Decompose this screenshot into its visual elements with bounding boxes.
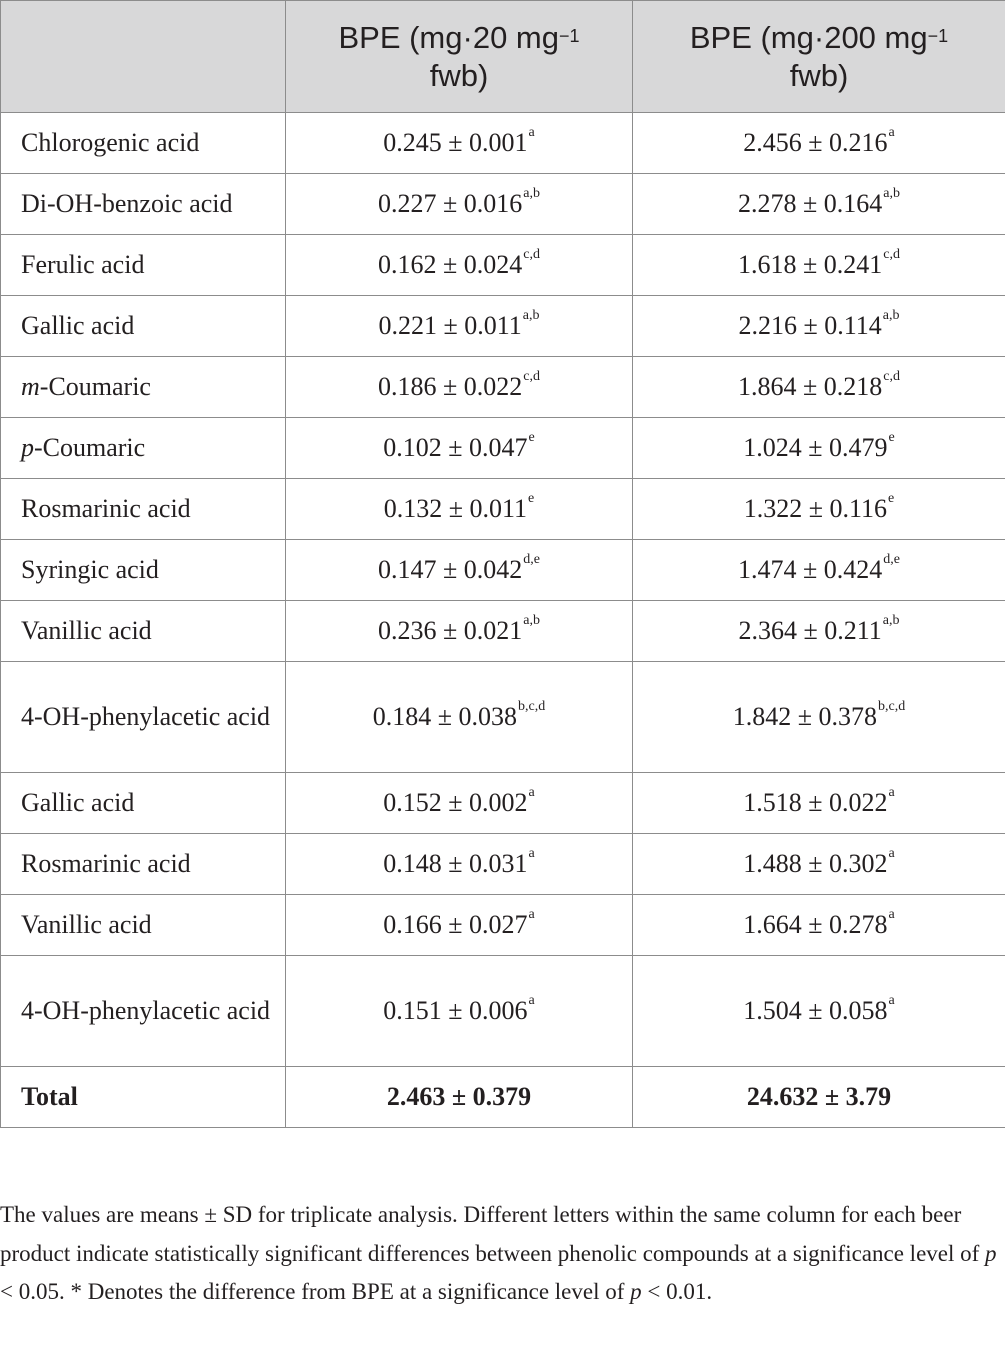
significance-letters: c,d (523, 369, 540, 384)
value-bpe-20: $0.147 \pm 0.042^{d,e}$ (286, 540, 633, 601)
significance-letters: e (528, 430, 535, 445)
value-bpe-20: 0.152 ± 0.002$^a$ (286, 773, 633, 834)
significance-letters: a,b (523, 613, 540, 628)
compound-name: 4-OH-phenylacetic acid (1, 662, 286, 773)
significance-letters: c,d (883, 247, 900, 262)
value-bpe-200: $1.842 \pm 0.378^{b,c,d}$ (633, 662, 1005, 773)
value-bpe-20: $0.221 \pm 0.011^{a,b}$ (286, 296, 633, 357)
significance-letters: a (528, 907, 535, 922)
value-bpe-200: 1.664 ± 0.278$^a$ (633, 895, 1005, 956)
table-row (1, 357, 1005, 418)
value-bpe-20: 0.166 ± 0.027$^a$ (286, 895, 633, 956)
value-bpe-200: 1.488 ± 0.302$^a$ (633, 834, 1005, 895)
value-bpe-200: 1.518 ± 0.022$^a$ (633, 773, 1005, 834)
header-bpe-20: BPE (mg·20 $mg^{-1}$ fwb) (286, 1, 633, 113)
table-row (1, 235, 1005, 296)
total-bpe-20: 2.463 ± 0.379 (286, 1067, 633, 1128)
value-bpe-20: 0.102 ± 0.047$^e$ (286, 418, 633, 479)
significance-letters: a (888, 125, 895, 140)
significance-letters: a,b (523, 186, 540, 201)
value-bpe-200: $1.864 \pm 0.218^{c,d}$ (633, 357, 1005, 418)
table-row (1, 113, 1005, 174)
header-bpe-200: BPE (mg·200 $mg^{-1}$ fwb) (633, 1, 1005, 113)
value-bpe-20: 0.148 ± 0.031$^a$ (286, 834, 633, 895)
value-bpe-200: $2.216 \pm 0.114^{a,b}$ (633, 296, 1005, 357)
compound-name: Vanillic acid (1, 895, 286, 956)
compound-name: Rosmarinic acid (1, 479, 286, 540)
value-bpe-20: 0.245 ± 0.001$^a$ (286, 113, 633, 174)
compound-name: p-Coumaric (1, 418, 286, 479)
compound-name: 4-OH-phenylacetic acid (1, 956, 286, 1067)
compound-name: Syringic acid (1, 540, 286, 601)
significance-letters: a (528, 993, 535, 1008)
significance-letters: a,b (883, 186, 900, 201)
table-row (1, 174, 1005, 235)
significance-letters: a (528, 846, 535, 861)
table-row (1, 773, 1005, 834)
table-row (1, 540, 1005, 601)
total-row (1, 1067, 1005, 1128)
table-body (1, 113, 1005, 1128)
significance-letters: a,b (882, 613, 900, 628)
significance-letters: a (888, 846, 895, 861)
total-label: Total (1, 1067, 286, 1128)
significance-letters: d,e (523, 552, 540, 567)
significance-letters: e (888, 491, 895, 506)
significance-letters: a (528, 125, 535, 140)
table-footnote: The values are means ± SD for triplicate analysis. Different letters within the same column for each beer product indicate statistically significant differences between phenolic compounds at a significance level of p < 0.05. * Denotes the difference from BPE at a significance level of p < 0.01. (0, 1202, 997, 1304)
value-bpe-20: $0.184 \pm 0.038^{b,c,d}$ (286, 662, 633, 773)
value-bpe-200: $2.364 \pm 0.211^{a,b}$ (633, 601, 1005, 662)
value-bpe-200: $1.474 \pm 0.424^{d,e}$ (633, 540, 1005, 601)
table-header-row (1, 1, 1005, 113)
value-bpe-200: $2.278 \pm 0.164^{a,b}$ (633, 174, 1005, 235)
value-bpe-200: 2.456 ± 0.216$^a$ (633, 113, 1005, 174)
significance-letters: a,b (882, 308, 900, 323)
compound-name: Di-OH-benzoic acid (1, 174, 286, 235)
significance-letters: a (528, 785, 535, 800)
value-bpe-200: 1.322 ± 0.116$^e$ (633, 479, 1005, 540)
compound-name: Chlorogenic acid (1, 113, 286, 174)
header-compound (1, 1, 286, 113)
table-row (1, 834, 1005, 895)
table-row (1, 418, 1005, 479)
significance-letters: c,d (883, 369, 900, 384)
significance-letters: a,b (522, 308, 540, 323)
table-row (1, 662, 1005, 773)
compound-name: Gallic acid (1, 773, 286, 834)
compound-name: Rosmarinic acid (1, 834, 286, 895)
value-bpe-200: $1.618 \pm 0.241^{c,d}$ (633, 235, 1005, 296)
value-bpe-20: 0.151 ± 0.006$^a$ (286, 956, 633, 1067)
table-row (1, 895, 1005, 956)
value-bpe-20: 0.132 ± 0.011$^e$ (286, 479, 633, 540)
significance-letters: b,c,d (518, 699, 546, 714)
significance-letters: e (528, 491, 535, 506)
compound-name: Ferulic acid (1, 235, 286, 296)
value-bpe-200: 1.024 ± 0.479$^e$ (633, 418, 1005, 479)
value-bpe-20: $0.236 \pm 0.021^{a,b}$ (286, 601, 633, 662)
table-row (1, 479, 1005, 540)
table-row (1, 296, 1005, 357)
value-bpe-20: $0.186 \pm 0.022^{c,d}$ (286, 357, 633, 418)
compound-name: m-Coumaric (1, 357, 286, 418)
significance-letters: b,c,d (878, 699, 906, 714)
significance-letters: c,d (523, 247, 540, 262)
significance-letters: a (888, 785, 895, 800)
compound-name: Vanillic acid (1, 601, 286, 662)
table-row (1, 956, 1005, 1067)
significance-letters: d,e (883, 552, 900, 567)
compound-name: Gallic acid (1, 296, 286, 357)
value-bpe-20: $0.227 \pm 0.016^{a,b}$ (286, 174, 633, 235)
significance-letters: a (888, 907, 895, 922)
significance-letters: e (888, 430, 895, 445)
value-bpe-20: $0.162 \pm 0.024^{c,d}$ (286, 235, 633, 296)
value-bpe-200: 1.504 ± 0.058$^a$ (633, 956, 1005, 1067)
table-row (1, 601, 1005, 662)
total-bpe-200: 24.632 ± 3.79 (633, 1067, 1005, 1128)
significance-letters: a (888, 993, 895, 1008)
